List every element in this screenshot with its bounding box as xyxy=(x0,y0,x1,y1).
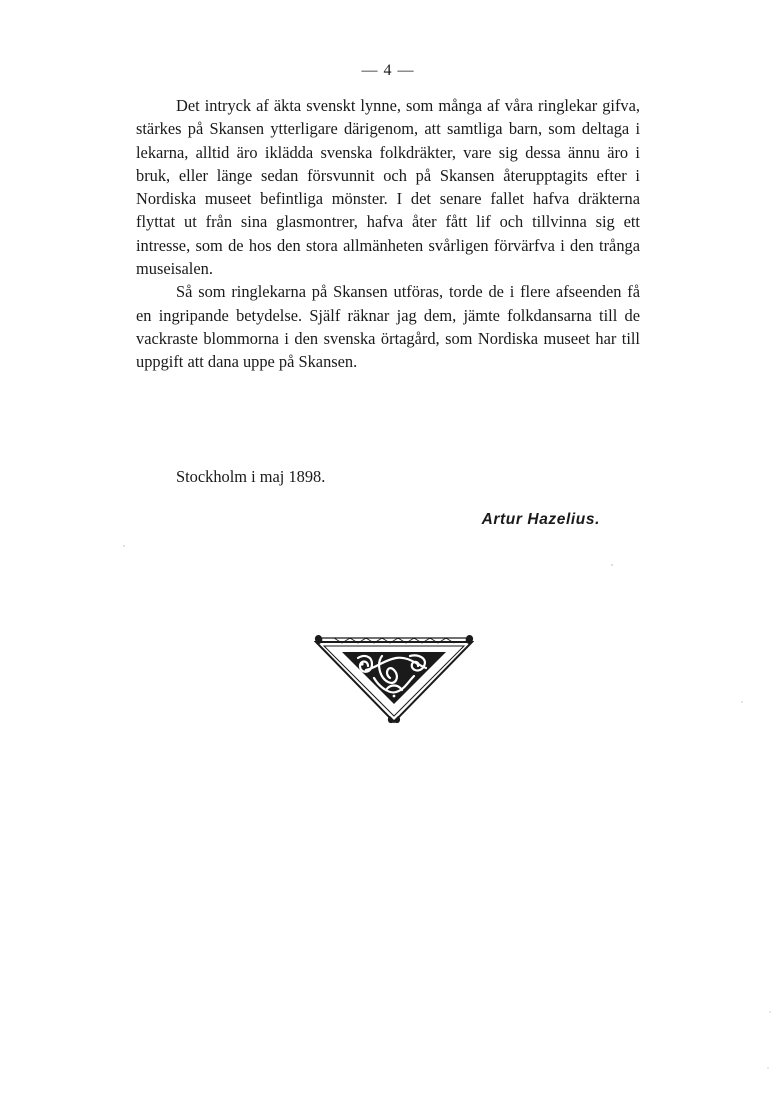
page-number: — 4 — xyxy=(361,62,415,79)
author-signature: Artur Hazelius. xyxy=(481,511,600,528)
paragraph: Så som ringlekarna på Skansen utföras, torde de i flere afseenden få en ingripande betydelse. Själf räknar jag dem, jämte folkdansarna till de vackraste blommorna i den svenska örtagård, som Nordiska museet har till uppgift att dana uppe på Skansen. xyxy=(136,282,640,372)
triangular-knotwork-vignette-icon xyxy=(314,634,474,726)
paragraph: Det intryck af äkta svenskt lynne, som många af våra ringlekar gifva, stärkes på Skansen ytterligare därigenom, att samtliga barn, som deltaga i lekarna, alltid äro iklädda svenska folkdräkter, vare sig dessa ännu äro i bruk, eller länge sedan försvunnit och på Skansen återupptagits efter i Nordiska museet befintliga mönster. I det senare fallet hafva dräkterna flyttat ut från sina glasmontrer, hafva åter fått lif och tillvinna sig ett intresse, som de hos den stora allmänheten svårligen förvärfva i den trånga museisalen. xyxy=(136,96,640,279)
place-date: Stockholm i maj 1898. xyxy=(176,467,326,486)
body-text xyxy=(136,94,640,374)
